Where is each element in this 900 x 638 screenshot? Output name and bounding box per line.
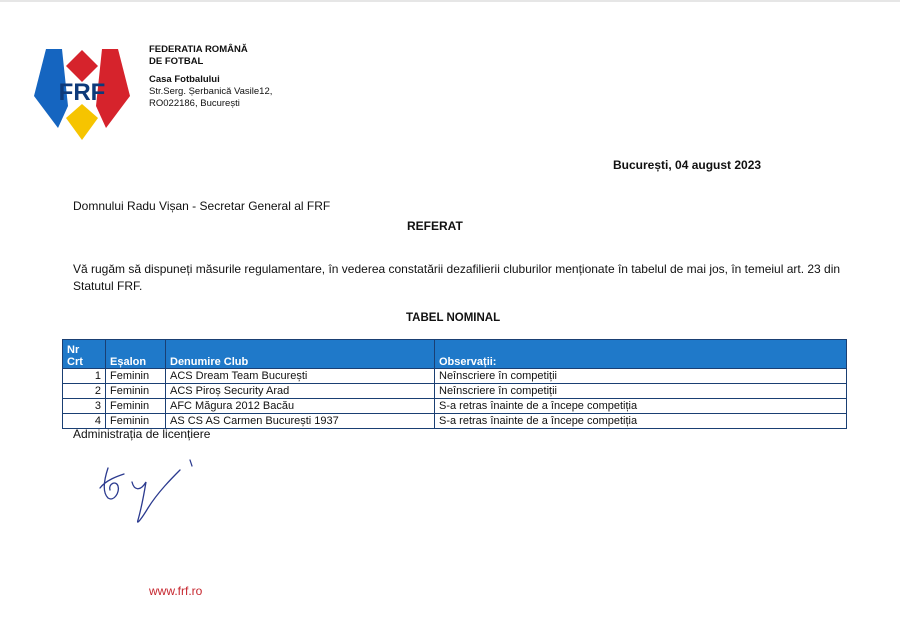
cell-observatii: Neînscriere în competiții <box>435 384 847 399</box>
body-paragraph: Vă rugăm să dispuneți măsurile regulamentare, în vederea constatării dezafilierii cluburilor menționate în tabelul de mai jos, în temeiul art. 23 din Statutul FRF. <box>73 262 841 293</box>
cell-nr: 2 <box>63 384 106 399</box>
cell-club: ACS Dream Team București <box>166 369 435 384</box>
org-name-line2: DE FOTBAL <box>149 56 204 67</box>
letterhead <box>149 44 272 110</box>
header-nr-line2: Crt <box>67 356 83 368</box>
cell-esalon: Feminin <box>106 384 166 399</box>
cell-observatii: S-a retras înainte de a începe competiția <box>435 399 847 414</box>
cell-esalon: Feminin <box>106 369 166 384</box>
document-date: București, 04 august 2023 <box>613 158 762 172</box>
header-esalon: Eșalon <box>106 340 166 369</box>
table-row <box>63 369 847 384</box>
cell-observatii: S-a retras înainte de a începe competiția <box>435 414 847 429</box>
cell-club: AS CS AS Carmen București 1937 <box>166 414 435 429</box>
clubs-table <box>62 339 847 429</box>
address-line2: RO022186, București <box>149 98 240 109</box>
table-header-row <box>63 340 847 369</box>
header-club: Denumire Club <box>166 340 435 369</box>
cell-nr: 3 <box>63 399 106 414</box>
logo-yellow-diamond <box>66 104 98 140</box>
frf-logo <box>32 46 132 142</box>
address-line1: Str.Serg. Șerbanică Vasile12, <box>149 86 273 97</box>
cell-nr: 1 <box>63 369 106 384</box>
header-observatii: Observații: <box>435 340 847 369</box>
logo-text: FRF <box>58 79 106 106</box>
logo-red-diamond <box>66 50 98 82</box>
cell-nr: 4 <box>63 414 106 429</box>
house-name: Casa Fotbalului <box>149 74 220 85</box>
table-title: TABEL NOMINAL <box>406 312 501 324</box>
department-signature-line: Administrația de licențiere <box>73 427 211 441</box>
cell-esalon: Feminin <box>106 414 166 429</box>
website-link[interactable]: www.frf.ro <box>149 584 203 598</box>
recipient: Domnului Radu Vișan - Secretar General al FRF <box>73 199 331 213</box>
document-title: REFERAT <box>407 219 463 233</box>
handwritten-signature <box>94 448 204 528</box>
header-nr-line1: Nr <box>67 344 80 356</box>
cell-club: AFC Măgura 2012 Bacău <box>166 399 435 414</box>
table-row <box>63 399 847 414</box>
header-nr <box>63 340 106 369</box>
table-row <box>63 384 847 399</box>
cell-club: ACS Piroș Security Arad <box>166 384 435 399</box>
cell-esalon: Feminin <box>106 399 166 414</box>
cell-observatii: Neînscriere în competiții <box>435 369 847 384</box>
org-name-line1: FEDERATIA ROMÂNĂ <box>149 44 248 55</box>
page-top-edge <box>0 0 900 2</box>
